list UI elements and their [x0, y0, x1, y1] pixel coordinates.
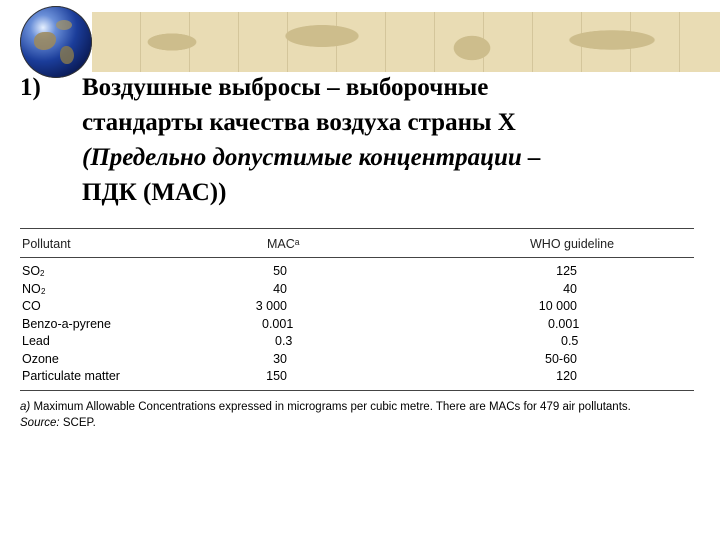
mac-value: 0.001: [262, 316, 294, 331]
who-value: 120: [556, 369, 577, 383]
mac-value: 50: [273, 264, 287, 278]
mac-value: 3 000: [255, 299, 287, 313]
who-value: 10 000: [538, 299, 577, 313]
slide-number: 1): [20, 74, 41, 101]
table-header-rule: [20, 257, 694, 258]
table-notes: [20, 399, 694, 431]
footnote-text: Maximum Allowable Concentrations expressed in micrograms per cubic metre. There are MACs for 479 air pollutants.: [33, 401, 631, 413]
heading-line-2: стандарты качества воздуха страны Х: [82, 109, 516, 136]
table-row: [20, 282, 694, 298]
who-value: 0.5: [561, 334, 579, 348]
pollutant-subscript: 2: [41, 286, 46, 296]
table-body: [20, 264, 694, 390]
globe-icon: [20, 6, 92, 78]
table-row: [20, 334, 694, 350]
who-value: 50-60: [545, 351, 577, 366]
mac-value: 40: [273, 281, 287, 296]
source-label: Source:: [20, 417, 60, 429]
header-mac: MACᵃ: [267, 237, 300, 251]
pollutant-name: CO: [22, 299, 41, 313]
table-header: [20, 229, 694, 257]
pollutant-name: Lead: [22, 334, 50, 348]
pollutant-table: [20, 228, 694, 431]
map-banner: [92, 12, 720, 72]
pollutant-subscript: 2: [40, 269, 45, 278]
who-value: 125: [556, 264, 577, 278]
who-value: 40: [563, 281, 577, 296]
table-row: [20, 369, 694, 385]
who-value: 0.001: [548, 316, 580, 331]
header-who: WHO guideline: [530, 237, 615, 251]
mac-value: 0.3: [275, 334, 293, 348]
table-row: [20, 352, 694, 368]
pollutant-name: Benzo-a-pyrene: [22, 316, 111, 331]
pollutant-name: Ozone: [22, 351, 59, 366]
table-row: [20, 299, 694, 315]
header-pollutant: Pollutant: [22, 237, 71, 251]
slide-heading: [82, 70, 712, 210]
heading-line-1: Воздушные выбросы – выборочные: [82, 74, 489, 101]
table-row: [20, 264, 694, 280]
mac-value: 30: [273, 351, 287, 366]
heading-line-4: ПДК (МАС)): [82, 179, 227, 206]
footnote-marker: a): [20, 401, 31, 413]
source-text: SCEP.: [62, 417, 96, 429]
heading-line-3: (Предельно допустимые концентрации –: [82, 144, 541, 171]
footnote: [20, 399, 694, 415]
pollutant-name: Particulate matter: [22, 369, 120, 383]
source-line: [20, 415, 694, 431]
pollutant-name: SO: [22, 264, 41, 278]
mac-value: 150: [266, 369, 287, 383]
table-row: [20, 317, 694, 333]
pollutant-name: NO: [22, 281, 41, 296]
table-bottom-rule: [20, 390, 694, 391]
